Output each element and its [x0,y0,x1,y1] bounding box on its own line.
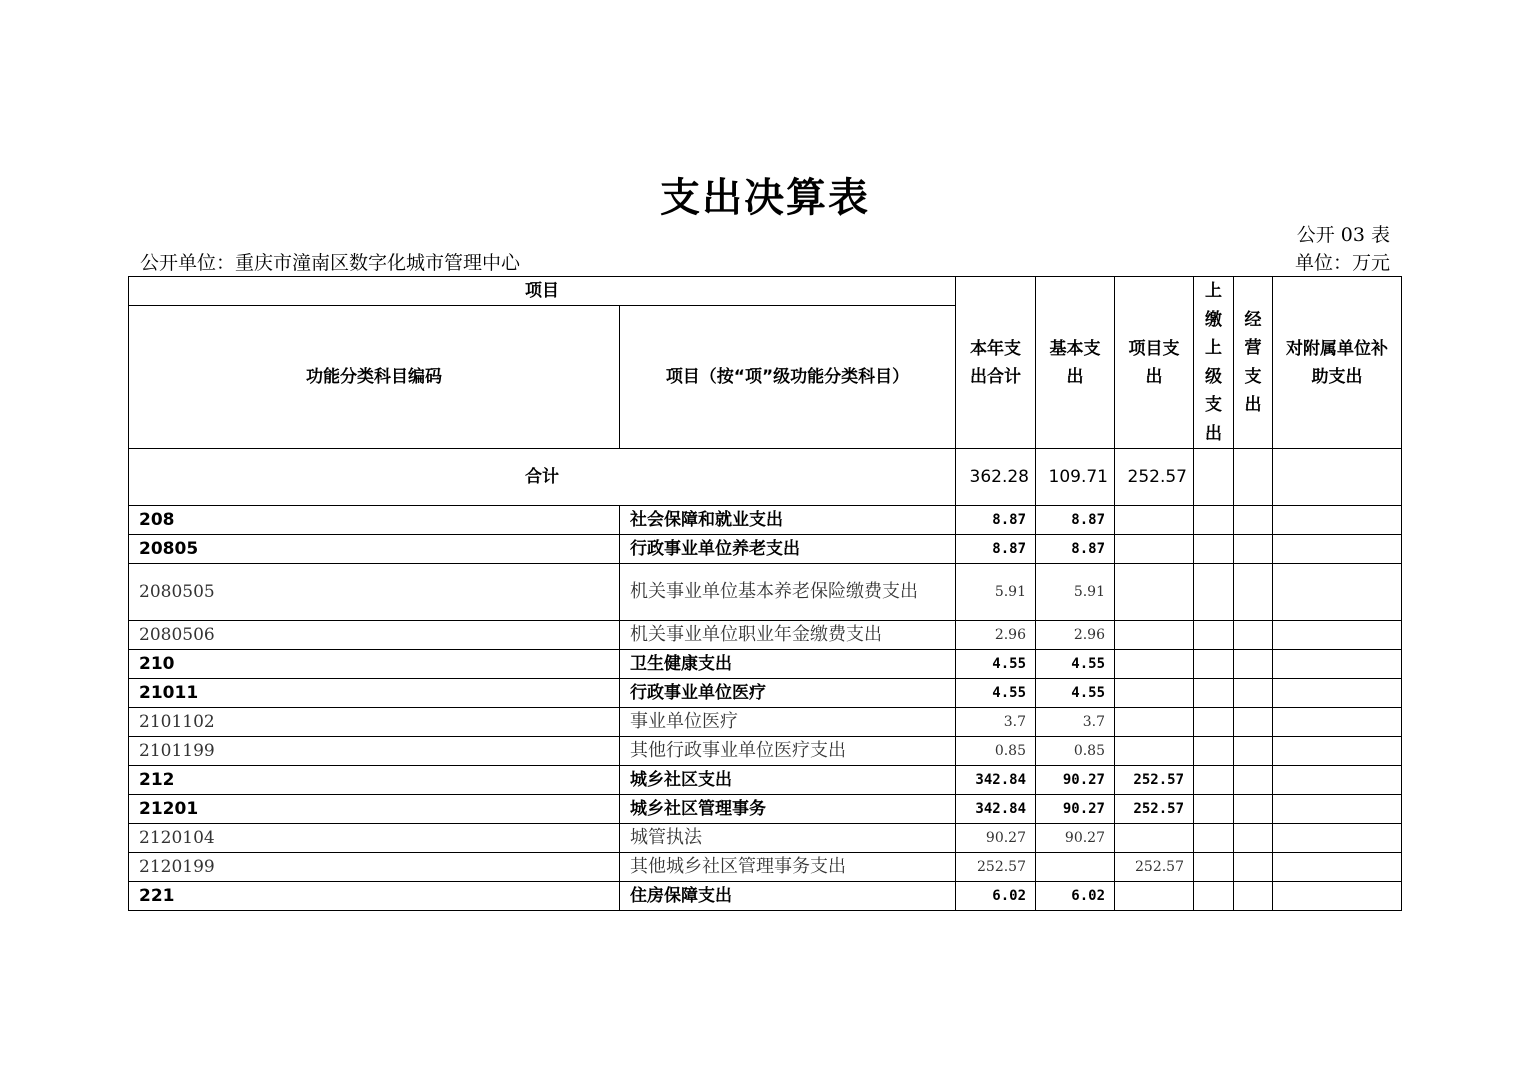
row-project-expense [1115,506,1194,535]
table-row [129,882,1402,911]
row-project-expense: 252.57 [1115,795,1194,824]
row-subsidy [1273,506,1402,535]
header-project-expense: 项目支出 [1115,277,1194,449]
row-basic: 90.27 [1036,824,1115,853]
header-item: 项目（按“项”级功能分类科目） [620,306,956,449]
total-upper [1194,449,1234,506]
row-code: 2120104 [129,824,620,853]
total-row [129,449,1402,506]
row-project-expense [1115,621,1194,650]
row-project-expense [1115,708,1194,737]
table-row [129,853,1402,882]
row-total: 90.27 [956,824,1036,853]
expenditure-table [128,276,1402,911]
table-number: 公开 03 表 [1296,224,1390,246]
row-code: 21201 [129,795,620,824]
row-upper [1194,621,1234,650]
row-upper [1194,708,1234,737]
total-business [1234,449,1273,506]
row-subsidy [1273,737,1402,766]
row-subsidy [1273,708,1402,737]
row-basic: 3.7 [1036,708,1115,737]
row-project-expense [1115,679,1194,708]
row-name: 城乡社区管理事务 [620,795,956,824]
row-basic: 90.27 [1036,795,1115,824]
row-basic: 2.96 [1036,621,1115,650]
row-name: 其他城乡社区管理事务支出 [620,853,956,882]
row-basic: 4.55 [1036,679,1115,708]
row-code: 2080506 [129,621,620,650]
row-total: 252.57 [956,853,1036,882]
row-name: 卫生健康支出 [620,650,956,679]
row-code: 212 [129,766,620,795]
row-basic: 90.27 [1036,766,1115,795]
table-row [129,679,1402,708]
row-subsidy [1273,621,1402,650]
row-upper [1194,824,1234,853]
row-business [1234,506,1273,535]
table-row [129,737,1402,766]
row-basic: 8.87 [1036,535,1115,564]
row-total: 342.84 [956,795,1036,824]
row-subsidy [1273,853,1402,882]
header-project: 项目 [129,277,956,306]
row-subsidy [1273,766,1402,795]
row-total: 8.87 [956,506,1036,535]
header-business: 经营支出 [1234,277,1273,449]
row-business [1234,824,1273,853]
total-project-expense: 252.57 [1115,449,1194,506]
row-project-expense [1115,824,1194,853]
row-upper [1194,535,1234,564]
page-title: 支出决算表 [660,174,870,221]
row-business [1234,882,1273,911]
row-basic: 8.87 [1036,506,1115,535]
row-total: 342.84 [956,766,1036,795]
row-project-expense [1115,535,1194,564]
row-business [1234,853,1273,882]
header-total: 本年支出合计 [956,277,1036,449]
row-upper [1194,795,1234,824]
row-basic: 4.55 [1036,650,1115,679]
row-subsidy [1273,535,1402,564]
row-total: 5.91 [956,564,1036,621]
row-code: 221 [129,882,620,911]
row-business [1234,766,1273,795]
row-total: 4.55 [956,650,1036,679]
row-total: 2.96 [956,621,1036,650]
row-name: 城管执法 [620,824,956,853]
row-total: 0.85 [956,737,1036,766]
row-name: 机关事业单位基本养老保险缴费支出 [620,564,956,621]
total-label: 合计 [129,449,956,506]
row-business [1234,535,1273,564]
row-code: 2101102 [129,708,620,737]
row-code: 2120199 [129,853,620,882]
row-code: 21011 [129,679,620,708]
row-project-expense [1115,737,1194,766]
table-row [129,766,1402,795]
row-name: 机关事业单位职业年金缴费支出 [620,621,956,650]
row-upper [1194,679,1234,708]
table-row [129,795,1402,824]
row-code: 2101199 [129,737,620,766]
row-project-expense: 252.57 [1115,766,1194,795]
total-subsidy [1273,449,1402,506]
row-upper [1194,506,1234,535]
row-upper [1194,737,1234,766]
row-basic: 6.02 [1036,882,1115,911]
row-code: 210 [129,650,620,679]
header-upper: 上缴上级支出 [1194,277,1234,449]
row-subsidy [1273,650,1402,679]
reporting-unit: 公开单位：重庆市潼南区数字化城市管理中心 [140,252,521,274]
row-subsidy [1273,882,1402,911]
row-business [1234,679,1273,708]
table-row [129,621,1402,650]
table-row [129,506,1402,535]
row-name: 行政事业单位养老支出 [620,535,956,564]
header-code: 功能分类科目编码 [129,306,620,449]
row-name: 住房保障支出 [620,882,956,911]
row-name: 社会保障和就业支出 [620,506,956,535]
row-subsidy [1273,679,1402,708]
row-name: 事业单位医疗 [620,708,956,737]
currency-unit: 单位：万元 [1294,252,1390,274]
total-basic: 109.71 [1036,449,1115,506]
row-name: 行政事业单位医疗 [620,679,956,708]
row-code: 208 [129,506,620,535]
row-basic: 5.91 [1036,564,1115,621]
row-upper [1194,650,1234,679]
row-total: 6.02 [956,882,1036,911]
row-upper [1194,853,1234,882]
row-total: 8.87 [956,535,1036,564]
row-business [1234,708,1273,737]
row-business [1234,564,1273,621]
row-business [1234,737,1273,766]
table-row [129,535,1402,564]
row-project-expense [1115,564,1194,621]
table-row [129,708,1402,737]
row-subsidy [1273,824,1402,853]
table-row [129,824,1402,853]
row-name: 城乡社区支出 [620,766,956,795]
row-basic: 0.85 [1036,737,1115,766]
row-project-expense [1115,650,1194,679]
row-basic [1036,853,1115,882]
row-business [1234,650,1273,679]
row-project-expense [1115,882,1194,911]
row-total: 3.7 [956,708,1036,737]
row-code: 2080505 [129,564,620,621]
row-total: 4.55 [956,679,1036,708]
row-subsidy [1273,795,1402,824]
header-basic: 基本支出 [1036,277,1115,449]
row-subsidy [1273,564,1402,621]
table-row [129,650,1402,679]
row-upper [1194,564,1234,621]
row-upper [1194,882,1234,911]
row-business [1234,795,1273,824]
table-row [129,564,1402,621]
row-name: 其他行政事业单位医疗支出 [620,737,956,766]
row-business [1234,621,1273,650]
total-amount: 362.28 [956,449,1036,506]
row-upper [1194,766,1234,795]
header-subsidy: 对附属单位补助支出 [1273,277,1402,449]
row-code: 20805 [129,535,620,564]
row-project-expense: 252.57 [1115,853,1194,882]
